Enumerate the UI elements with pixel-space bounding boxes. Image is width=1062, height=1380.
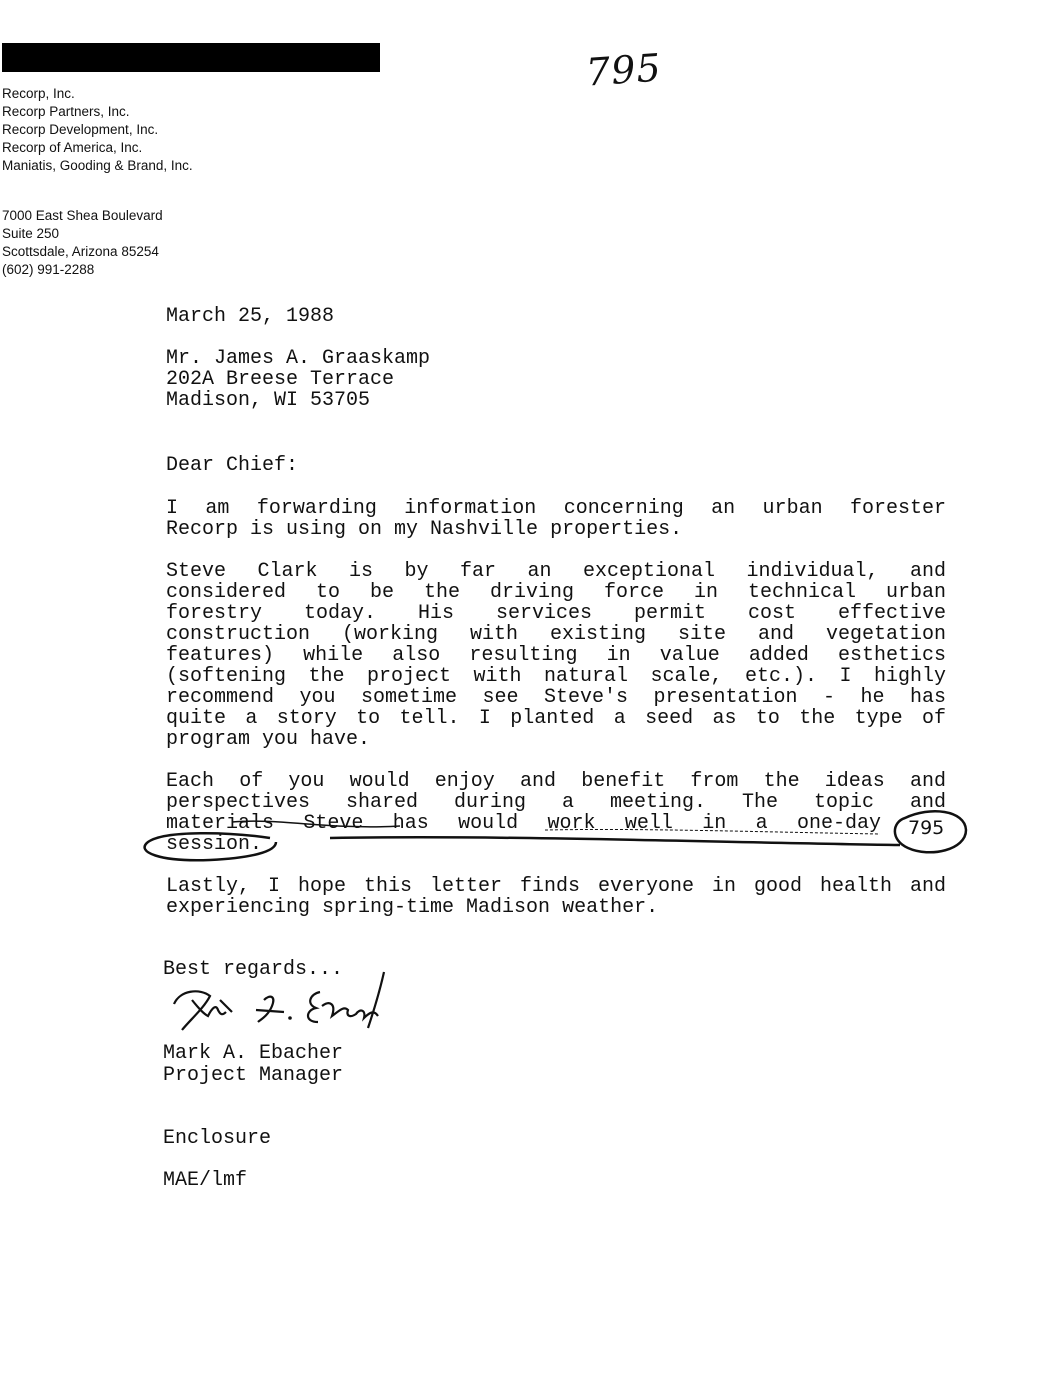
letterhead-address xyxy=(2,207,163,279)
paragraph-line: Recorp is using on my Nashville properties. xyxy=(166,518,683,541)
signer-title: Project Manager xyxy=(163,1064,344,1087)
paragraph-line: session. xyxy=(166,833,263,856)
paragraph-line: quite a story to tell. I planted a seed as to the type of xyxy=(166,707,946,730)
paragraph-line: experiencing spring-time Madison weather. xyxy=(166,896,659,919)
paragraph-line: Lastly, I hope this letter finds everyone in good health and xyxy=(166,875,946,898)
salutation: Dear Chief: xyxy=(166,454,299,477)
recipient-name: Mr. James A. Graaskamp xyxy=(166,347,431,370)
company-name: Recorp Partners, Inc. xyxy=(2,104,130,119)
company-name: Maniatis, Gooding & Brand, Inc. xyxy=(2,158,193,173)
company-name: Recorp of America, Inc. xyxy=(2,140,143,155)
paragraph-line: Steve Clark is by far an exceptional individual, and xyxy=(166,560,946,583)
signature xyxy=(160,960,400,1040)
paragraph-line: program you have. xyxy=(166,728,371,751)
address-line: Suite 250 xyxy=(2,226,60,241)
paragraph-line: perspectives shared during a meeting. The topic and xyxy=(166,791,946,814)
paragraph-line: forestry today. His services permit cost effective xyxy=(166,602,946,625)
recipient-street: 202A Breese Terrace xyxy=(166,368,395,391)
address-line: Scottsdale, Arizona 85254 xyxy=(2,244,159,259)
address-line: 7000 East Shea Boulevard xyxy=(2,208,163,223)
phone-number: (602) 991-2288 xyxy=(2,262,95,277)
reference-initials: MAE/lmf xyxy=(163,1169,248,1192)
paragraph-line: Each of you would enjoy and benefit from the ideas and xyxy=(166,770,946,793)
closing: Best regards... xyxy=(163,958,344,981)
recipient-address xyxy=(166,348,430,411)
body-paragraph xyxy=(166,561,946,750)
body-paragraph xyxy=(166,498,946,540)
recipient-city: Madison, WI 53705 xyxy=(166,389,371,412)
body-paragraph xyxy=(166,876,946,918)
paragraph-line: construction (working with existing site and vegetation xyxy=(166,623,946,646)
redaction-bar xyxy=(2,43,380,72)
company-name: Recorp, Inc. xyxy=(2,86,75,101)
company-name: Recorp Development, Inc. xyxy=(2,122,159,137)
paragraph-line: features) while also resulting in value added esthetics xyxy=(166,644,946,667)
paragraph-line: considered to be the driving force in technical urban xyxy=(166,581,946,604)
enclosure-note: Enclosure xyxy=(163,1127,272,1150)
letter-date: March 25, 1988 xyxy=(166,305,335,328)
margin-note: 795 xyxy=(908,817,945,839)
paragraph-line: I am forwarding information concerning an urban forester xyxy=(166,497,946,520)
paragraph-line: (softening the project with natural scale, etc.). I highly xyxy=(166,665,946,688)
handwritten-page-number: 795 xyxy=(584,45,663,95)
paragraph-line: recommend you sometime see Steve's presentation - he has xyxy=(166,686,946,709)
paragraph-line: materials Steve has would work well in a one-day xyxy=(166,812,881,835)
letterhead-companies xyxy=(2,85,193,175)
body-paragraph xyxy=(166,771,946,855)
signer-block xyxy=(163,1043,343,1087)
signer-name: Mark A. Ebacher xyxy=(163,1042,344,1065)
